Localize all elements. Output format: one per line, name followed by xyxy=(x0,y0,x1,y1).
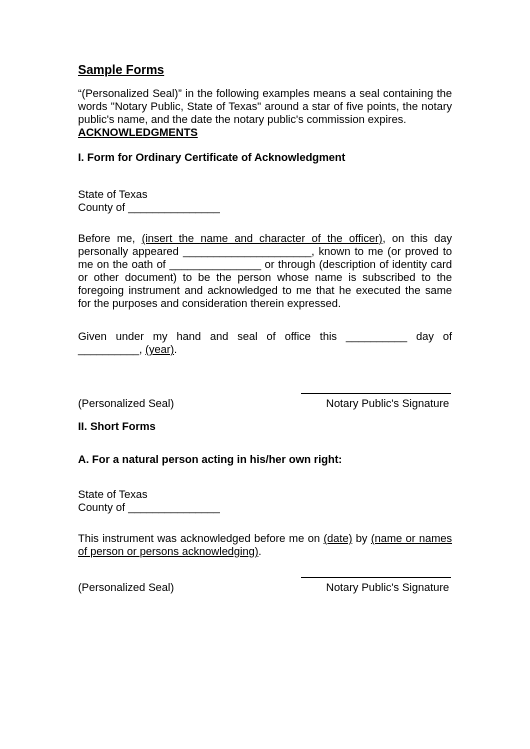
officer-placeholder: (insert the name and character of the officer) xyxy=(141,233,383,245)
acknowledgment-body: Before me, (insert the name and character of the officer), on this day personally appeared _____________________, known to me (or proved to me on the oath of _______________ or through (description of identity card or other document) to be the person whose name is subscribed to the foregoing instrument and acknowledged to me that he executed the same for the purposes and consideration therein expressed. xyxy=(78,233,452,310)
form-ordinary-heading: I. Form for Ordinary Certificate of Acknowledgment xyxy=(78,152,346,164)
given-under-hand-line: Given under my hand and seal of office this __________ day of __________, (year). xyxy=(78,331,452,356)
county-line: County of _______________ xyxy=(78,202,220,214)
year-placeholder: (year) xyxy=(145,344,175,356)
county-line-2: County of _______________ xyxy=(78,502,220,514)
personalized-seal-label: (Personalized Seal) xyxy=(78,398,174,410)
doc-title: Sample Forms xyxy=(78,63,165,77)
document-page xyxy=(78,63,452,605)
notary-signature-label: Notary Public's Signature xyxy=(326,398,450,410)
state-line-2: State of Texas xyxy=(78,489,148,501)
natural-person-heading: A. For a natural person acting in his/her own right: xyxy=(78,454,343,466)
notary-signature-label-2: Notary Public's Signature xyxy=(326,582,450,594)
date-placeholder: (date) xyxy=(323,533,353,545)
acknowledgments-heading: ACKNOWLEDGMENTS xyxy=(78,127,198,139)
state-line: State of Texas xyxy=(78,189,148,201)
signature-line-2 xyxy=(301,577,451,578)
short-forms-heading: II. Short Forms xyxy=(78,421,156,433)
signature-block xyxy=(78,393,452,421)
signature-block-2 xyxy=(78,577,452,605)
intro-paragraph: “(Personalized Seal)” in the following examples means a seal containing the words "Notary Public, State of Texas" around a star of five points, the notary public's name, and the date the notary public's commission expires. xyxy=(78,88,452,126)
personalized-seal-label-2: (Personalized Seal) xyxy=(78,582,174,594)
short-form-body: This instrument was acknowledged before me on (date) by (name or names of person or persons acknowledging). xyxy=(78,533,453,558)
signature-line xyxy=(301,393,451,394)
names-placeholder: (name or names of person or persons acknowledging) xyxy=(78,533,453,558)
